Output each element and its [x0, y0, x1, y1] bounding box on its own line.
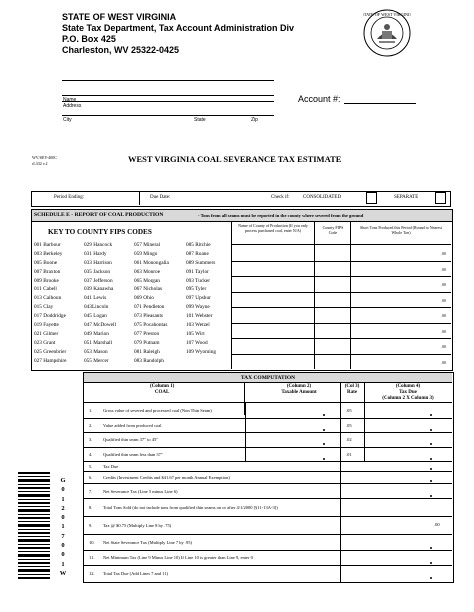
fips-item: 051 Marshall [84, 339, 113, 346]
due-date-field[interactable] [176, 191, 266, 205]
agency-line-3: P.O. Box 425 [62, 34, 116, 44]
separate-label: SEPARATE [394, 195, 419, 200]
col3-header: (Col 3) Rate [344, 384, 360, 395]
tax-line-8: 8. Total Tons Sold (do not include tons from qualified thin seams on or after 4/1/2000 [§11-13A-3]) [84, 498, 452, 517]
col-tons-header: Short Tons Produced this Period (Round to Nearest Whole Ton) [360, 225, 442, 235]
tax-line-9: 9. Tax @ $0.75 (Multiply Line 8 by .75) .00 [84, 516, 452, 535]
fips-item: 073 Pleasants [134, 313, 163, 320]
check-if-label: Check if: [271, 195, 290, 200]
fips-item: 029 Hancock [84, 242, 113, 248]
fips-item: 053 Mason [84, 348, 108, 355]
taxable-amount-field[interactable] [245, 418, 341, 433]
fips-column-1 [34, 241, 67, 365]
fips-item: 067 Nicholas [134, 286, 163, 293]
fips-item: 019 Fayette [34, 322, 59, 329]
fips-item: 045 Logan [84, 313, 107, 320]
fips-item: 079 Putnam [134, 339, 160, 346]
form-id: WV/SEV-400C [32, 155, 57, 160]
production-row[interactable]: .00 [232, 261, 451, 278]
form-revision: rL332 v.2 [32, 161, 48, 166]
fips-item: 097 Upshur [186, 295, 211, 302]
fips-item: 061 Monongalia [134, 259, 169, 266]
fips-item: 059 Mingo [134, 250, 158, 257]
barcode [18, 472, 50, 582]
fips-item: 009 Brooke [34, 277, 59, 284]
fips-column-4 [186, 241, 216, 357]
production-rows [232, 245, 451, 369]
tax-due-field[interactable] [340, 534, 452, 550]
tax-line-7: 7. Net Severance Tax (Line 5 minus Line 6) [84, 483, 452, 499]
agency-line-2: State Tax Department, Tax Account Administration Div [62, 23, 295, 33]
fips-item: 071 Pendleton [134, 304, 165, 311]
production-row[interactable]: .00 [232, 245, 451, 262]
fips-item: 031 Hardy [84, 250, 107, 257]
tax-line-3: 3. Qualified thin seam 37" to 45" .02 [84, 432, 452, 448]
agency-line-4: Charleston, WV 25322-0425 [62, 45, 180, 55]
line9-value: .00 [434, 522, 440, 527]
fips-title: KEY TO COUNTY FIPS CODES [48, 228, 152, 236]
fips-item: 025 Greenbrier [34, 348, 67, 355]
tax-line-12: 12. Total Tax Due (Add Lines 7 and 11) [84, 565, 452, 581]
form-title: WEST VIRGINIA COAL SEVERANCE TAX ESTIMATE [128, 154, 342, 164]
fips-item: 027 Hampshire [34, 357, 67, 364]
fips-item: 087 Roane [186, 250, 209, 257]
fips-item: 063 Monroe [134, 268, 161, 275]
fips-item: 033 Harrison [84, 259, 112, 266]
period-ending-label: Period Ending: [54, 195, 85, 200]
tax-lines [84, 403, 452, 581]
tax-line-4: 4. Qualified thin seam less than 37" .01 [84, 447, 452, 463]
fips-item: 105 Wirt [186, 330, 205, 337]
name-field[interactable] [62, 101, 274, 102]
account-label: Account #: [298, 94, 341, 104]
tax-line-11: 11. Net Minimum Tax (Line 9 Minus Line 10) If Line 10 is greater than Line 9, enter 0 [84, 550, 452, 566]
col2-header: (Column 2) Taxable Amount [281, 384, 317, 395]
tax-line-10: 10. Net State Severance Tax (Multiply Line 7 by .95) [84, 534, 452, 551]
period-ending-field[interactable] [85, 191, 139, 205]
tax-due-field[interactable] [340, 565, 452, 581]
name-label: Name [63, 97, 77, 103]
col-county-header: Name of County of Production (If you only process purchased coal, enter N/A) [238, 223, 308, 233]
fips-column-2 [84, 241, 116, 365]
fips-item: 017 Doddridge [34, 313, 66, 320]
fips-item: 003 Berkeley [34, 250, 63, 257]
fips-item: 021 Gilmer [34, 330, 59, 337]
tax-due-field[interactable] [340, 471, 452, 483]
production-row[interactable]: .00 [232, 292, 451, 309]
fips-item: 089 Summers [186, 259, 216, 266]
fips-item: 055 Mercer [84, 357, 109, 364]
schedule-e-note: - Tons from all seams must be reported in the county where severed from the ground [198, 212, 364, 218]
address-label: Address [63, 103, 82, 109]
fips-item: 035 Jackson [84, 268, 111, 275]
fips-item: 085 Ritchie [186, 242, 211, 248]
fips-item: 093 Tucker [186, 277, 210, 284]
fips-item: 101 Webster [186, 313, 213, 320]
agency-line-1: STATE OF WEST VIRGINIA [62, 12, 177, 22]
zip-label: Zip [251, 117, 258, 123]
fips-item: 001 Barbour [34, 242, 61, 248]
fips-column-3 [134, 241, 169, 365]
col1-header: (Column 1) COAL [150, 384, 175, 395]
production-row[interactable]: .00 [441, 359, 446, 365]
col4-header: (Column 4) Tax Due (Column 2 X Column 3) [382, 384, 434, 401]
tax-due-field[interactable] [340, 483, 452, 498]
city-label: City [63, 117, 72, 123]
tax-due-field[interactable] [340, 550, 452, 565]
address-field[interactable] [62, 115, 274, 116]
production-row[interactable]: .00 [232, 323, 451, 340]
col-fips-header: County FIPS Code [322, 225, 344, 235]
barcode-text: G 0 1 2 0 1 7 0 0 1 W [59, 477, 67, 577]
tax-due-field[interactable] [364, 403, 453, 418]
tax-line-5: 5. Tax Due [84, 461, 452, 472]
production-row[interactable]: .00 [232, 338, 451, 355]
fips-item: 083 Randolph [134, 357, 164, 364]
taxable-amount-field[interactable] [245, 403, 341, 418]
fips-item: 005 Boone [34, 259, 58, 266]
fips-item: 047 McDowell [84, 322, 116, 329]
fips-item: 049 Marion [84, 330, 109, 337]
fips-item: 023 Grant [34, 339, 56, 346]
fips-item: 007 Braxton [34, 268, 61, 275]
fips-item: 041 Lewis [84, 295, 107, 302]
fips-item: 109 Wyoming [186, 348, 217, 355]
fips-item: 099 Wayne [186, 304, 210, 311]
consolidated-checkbox[interactable] [366, 192, 377, 204]
fips-item: 095 Tyler [186, 286, 207, 293]
tax-line-2: 2. Value added from produced coal .05 [84, 418, 452, 434]
tax-due-field[interactable] [364, 418, 453, 433]
schedule-e-title: SCHEDULE E - REPORT OF COAL PRODUCTION [34, 212, 164, 218]
svg-text:STATE OF WEST VIRGINIA: STATE OF WEST VIRGINIA [363, 12, 411, 17]
tax-line-6: 6. Credits (Investment Credits and $41.67 per month Annual Exemption) [84, 471, 452, 484]
consolidated-label: CONSOLIDATED [303, 195, 342, 200]
tax-due-field[interactable] [364, 432, 453, 447]
fips-item: 039 Kanawha [84, 286, 114, 293]
taxable-amount-field[interactable] [245, 432, 341, 447]
fips-item: 015 Clay [34, 304, 54, 311]
tax-due-field[interactable] [364, 447, 453, 462]
production-row[interactable]: .00 [232, 307, 451, 324]
separate-checkbox[interactable] [435, 192, 446, 204]
fips-item: 107 Wood [186, 339, 208, 346]
due-date-label: Due Date: [150, 195, 171, 200]
fips-item: 069 Ohio [134, 295, 154, 302]
fips-item: 065 Morgan [134, 277, 160, 284]
fips-item: 043Lincoln [84, 304, 109, 311]
agency-header [62, 12, 294, 56]
account-field[interactable] [344, 103, 416, 104]
fips-item: 011 Cabell [34, 286, 57, 293]
taxable-amount-field[interactable] [245, 447, 341, 462]
state-seal [363, 9, 411, 57]
tax-computation-header [84, 373, 452, 383]
production-row[interactable]: .00 [232, 276, 451, 293]
fips-item: 013 Calhoun [34, 295, 62, 302]
fips-item: 081 Raleigh [134, 348, 160, 355]
fips-item: 103 Wetzel [186, 322, 210, 329]
tax-due-field[interactable] [340, 461, 452, 471]
tax-computation-title: TAX COMPUTATION [240, 374, 296, 381]
tons-sold-field[interactable] [340, 498, 452, 516]
fips-item: 077 Preston [134, 330, 160, 337]
fips-item: 037 Jefferson [84, 277, 113, 284]
fips-item: 075 Pocahontas [134, 322, 168, 329]
fips-item: 091 Taylor [186, 268, 209, 275]
fips-item: 057 Mineral [134, 242, 161, 248]
state-label: State [194, 117, 206, 123]
tax-line-1: 1. Gross value of severed and processed coal (Non Thin Seam) .05 [84, 403, 452, 419]
